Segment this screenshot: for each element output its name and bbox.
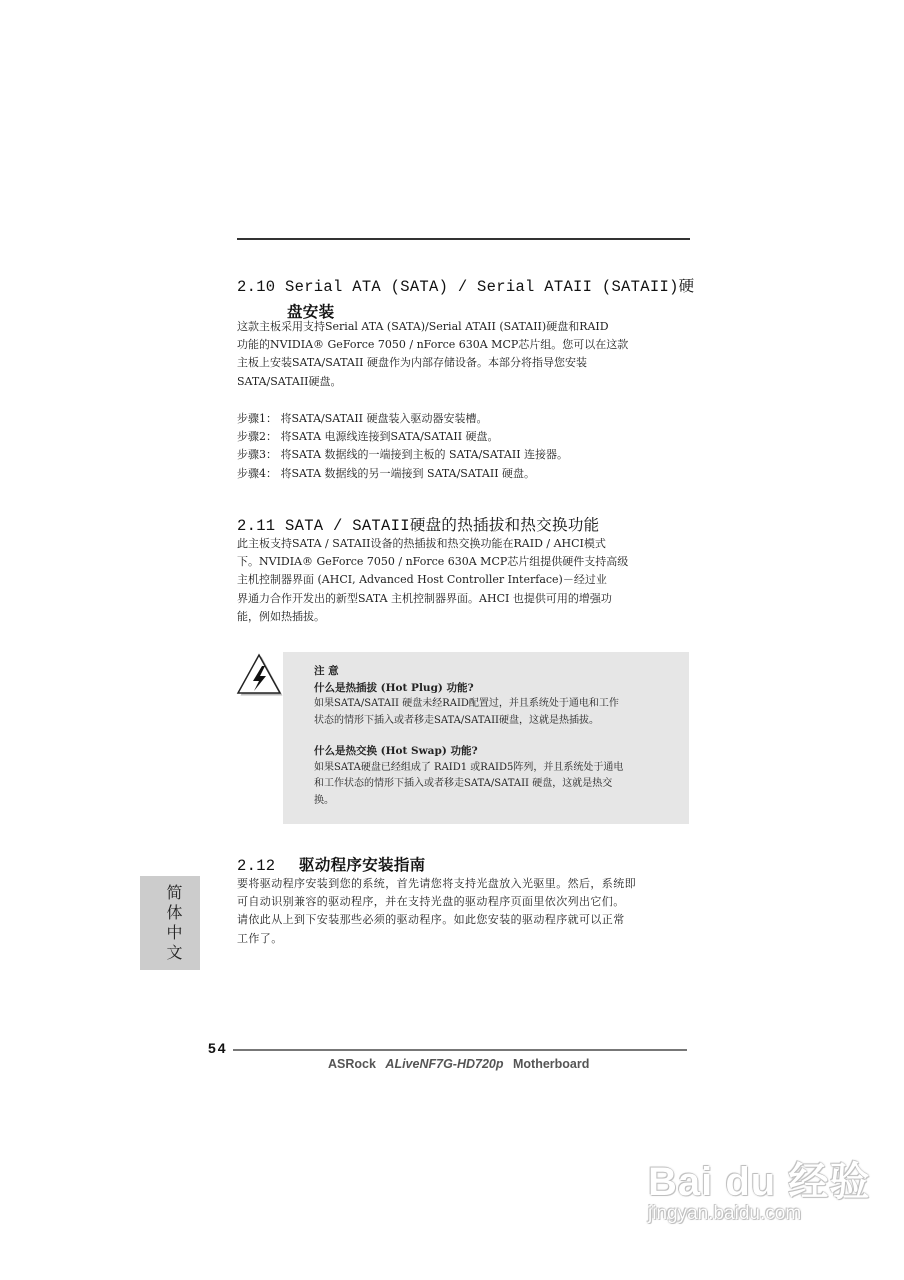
- section-2-12-paragraph: [237, 875, 692, 948]
- language-side-tab: [140, 876, 200, 970]
- note-answer-line: 和工作状态的情形下插入或者移走SATA/SATAII 硬盘，这就是热交: [314, 778, 613, 789]
- section-2-12-heading: [237, 853, 425, 875]
- heading-line-1: 2.10 Serial ATA (SATA) / Serial ATAII (SATAII)硬: [237, 278, 695, 296]
- para-line: 可自动识别兼容的驱动程序，并在支持光盘的驱动程序页面里依次列出它们。: [237, 895, 625, 909]
- para-line: 请依此从上到下安装那些必须的驱动程序。如此您安装的驱动程序就可以正常: [237, 913, 625, 927]
- note-question-hot-plug: 什么是热插拔 (Hot Plug) 功能?: [314, 681, 474, 694]
- note-answer-line: 如果SATA硬盘已经组成了 RAID1 或RAID5阵列，并且系统处于通电: [314, 761, 624, 773]
- para-line: 要将驱动程序安装到您的系统，首先请您将支持光盘放入光驱里。然后，系统即: [237, 877, 636, 890]
- para-line: SATA/SATAII硬盘。: [237, 374, 342, 388]
- heading-text: 驱动程序安装指南: [299, 855, 426, 874]
- watermark-logo: Bai du 经验: [648, 1160, 871, 1204]
- warning-lightning-icon: [235, 652, 283, 698]
- step-item: 步骤4： 将SATA 数据线的另一端接到 SATA/SATAII 硬盘。: [237, 466, 536, 480]
- note-content: [314, 663, 623, 809]
- note-answer-line: 换。: [314, 794, 334, 806]
- page-number: 54: [208, 1040, 228, 1056]
- section-2-11-heading: 2.11 SATA / SATAII硬盘的热插拔和热交换功能: [237, 517, 600, 535]
- heading-number: 2.12: [237, 857, 276, 875]
- para-line: 此主板支持SATA / SATAII设备的热插拔和热交换功能在RAID / AHCI模式: [237, 537, 606, 550]
- note-title: 注 意: [314, 665, 339, 677]
- note-answer-line: 状态的情形下插入或者移走SATA/SATAII硬盘，这就是热插拔。: [314, 714, 600, 726]
- footer-model: ALiveNF7G-HD720p: [385, 1057, 504, 1071]
- section-2-11-paragraph: [237, 535, 692, 626]
- footer-brand: ASRock: [328, 1057, 376, 1071]
- para-line: 主机控制器界面 (AHCI, Advanced Host Controller Interface)－经过业: [237, 573, 607, 587]
- para-line: 工作了。: [237, 931, 283, 945]
- footer-product-line: [328, 1057, 589, 1071]
- baidu-watermark: [648, 1150, 870, 1225]
- heading-line-2: 盘安装: [287, 302, 335, 321]
- section-2-10-paragraph: [237, 318, 692, 391]
- watermark-url: jingyan.baidu.com: [648, 1203, 802, 1224]
- step-item: 步骤3： 将SATA 数据线的一端接到主板的 SATA/SATAII 连接器。: [237, 448, 569, 462]
- step-item: 步骤2： 将SATA 电源线连接到SATA/SATAII 硬盘。: [237, 430, 499, 444]
- language-label: 简体中文: [164, 884, 183, 964]
- note-box: [283, 652, 689, 824]
- section-2-10-heading: [237, 274, 694, 322]
- para-line: 能，例如热插拔。: [237, 609, 325, 623]
- para-line: 界通力合作开发出的新型SATA 主机控制器界面。AHCI 也提供可用的增强功: [237, 591, 612, 605]
- footer-product: Motherboard: [513, 1057, 590, 1071]
- footer-rule: [233, 1049, 687, 1051]
- installation-steps: [237, 410, 568, 483]
- note-question-hot-swap: 什么是热交换 (Hot Swap) 功能?: [314, 745, 478, 757]
- step-item: 步骤1： 将SATA/SATAII 硬盘装入驱动器安装槽。: [237, 412, 488, 425]
- para-line: 这款主板采用支持Serial ATA (SATA)/Serial ATAII (SATAII)硬盘和RAID: [237, 320, 609, 333]
- note-answer-line: 如果SATA/SATAII 硬盘未经RAID配置过，并且系统处于通电和工作: [314, 698, 619, 709]
- para-line: 功能的NVIDIA® GeForce 7050 / nForce 630A MCP芯片组。您可以在这款: [237, 338, 629, 352]
- para-line: 主板上安装SATA/SATAII 硬盘作为内部存储设备。本部分将指导您安装: [237, 356, 588, 370]
- top-rule: [237, 238, 690, 240]
- para-line: 下。NVIDIA® GeForce 7050 / nForce 630A MCP芯片组提供硬件支持高级: [237, 555, 629, 569]
